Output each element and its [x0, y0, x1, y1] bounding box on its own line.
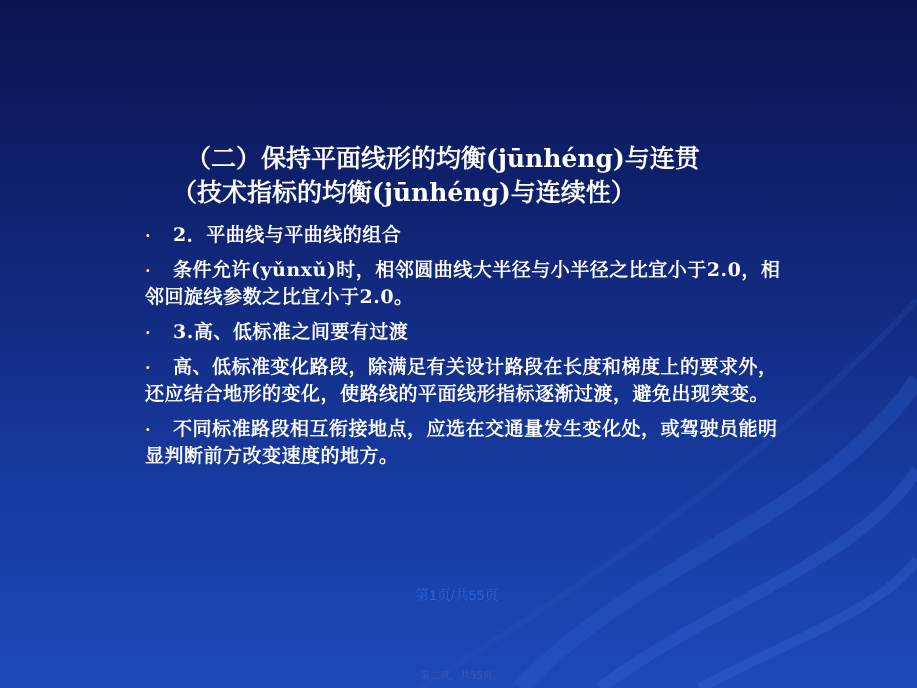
page-number: 第1页/共55页 [415, 587, 499, 603]
bullet-item [145, 222, 785, 249]
title-line-2: （技术指标的均衡(jūnhéng)与连续性） [172, 178, 636, 207]
title-line-1: （二）保持平面线形的均衡(jūnhéng)与连贯 [186, 144, 700, 173]
bullet-text: 不同标准路段相互衔接地点，应选在交通量发生变化处，或驾驶员能明显判断前方改变速度的地方。 [145, 418, 778, 467]
bullet-marker: · [145, 358, 151, 377]
bullet-text: 条件允许(yǔnxǔ)时，相邻圆曲线大半径与小半径之比宜小于2.0，相邻回旋线参数之比宜小于2.0。 [145, 259, 781, 308]
bullet-marker: · [145, 420, 151, 439]
footer-text: 第二页，共55页。 [420, 671, 503, 682]
bullet-item [145, 319, 785, 346]
bullet-marker: · [145, 323, 151, 342]
bullet-item [145, 354, 785, 408]
bullet-item [145, 416, 785, 470]
bullet-text: 3.高、低标准之间要有过渡 [173, 321, 409, 343]
bullet-text: 高、低标准变化路段，除满足有关设计路段在长度和梯度上的要求外，还应结合地形的变化，使路线的平面线形指标逐渐过渡，避免出现突变。 [145, 356, 778, 405]
bullet-item [145, 257, 785, 311]
bullet-marker: · [145, 261, 151, 280]
bullet-text: 2．平曲线与平曲线的组合 [173, 224, 402, 246]
bullet-marker: · [145, 226, 151, 245]
slide-title [150, 142, 870, 210]
bullet-list [145, 222, 785, 478]
